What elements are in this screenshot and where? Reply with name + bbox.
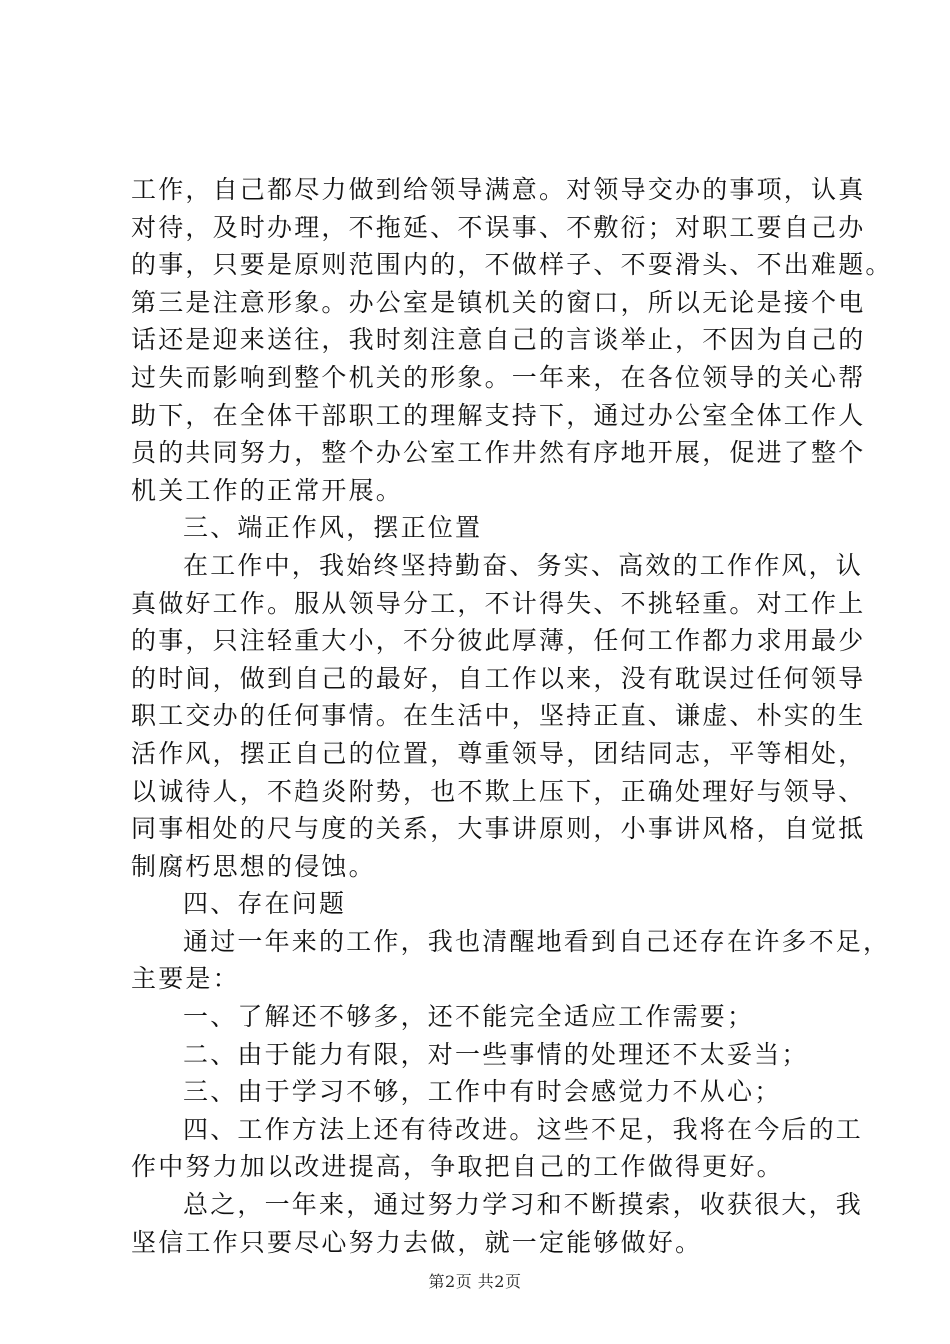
text-line: 职工交办的任何事情。在生活中，坚持正直、谦虚、朴实的生	[131, 701, 866, 731]
text-line: 的事，只注轻重大小，不分彼此厚薄，任何工作都力求用最少	[131, 626, 866, 656]
text-line: 作中努力加以改进提高，争取把自己的工作做得更好。	[131, 1152, 784, 1182]
text-line: 工作，自己都尽力做到给领导满意。对领导交办的事项，认真	[131, 175, 866, 204]
text-line: 四、存在问题	[183, 889, 347, 919]
text-line: 的时间，做到自己的最好，自工作以来，没有耽误过任何领导	[131, 663, 866, 693]
document-body	[131, 171, 893, 1261]
text-line: 真做好工作。服从领导分工，不计得失、不挑轻重。对工作上	[131, 588, 866, 618]
text-line: 三、由于学习不够，工作中有时会感觉力不从心；	[183, 1077, 782, 1107]
text-line: 一、了解还不够多，还不能完全适应工作需要；	[183, 1002, 755, 1032]
text-line: 三、端正作风，摆正位置	[183, 513, 483, 543]
text-line: 机关工作的正常开展。	[131, 475, 404, 505]
text-line: 第三是注意形象。办公室是镇机关的窗口，所以无论是接个电	[131, 287, 866, 317]
text-line: 过失而影响到整个机关的形象。一年来，在各位领导的关心帮	[131, 362, 866, 392]
text-line: 二、由于能力有限，对一些事情的处理还不太妥当；	[183, 1039, 809, 1069]
text-line: 总之，一年来，通过努力学习和不断摸索，收获很大，我	[183, 1190, 864, 1220]
text-line: 主要是：	[131, 964, 240, 994]
text-line: 员的共同努力，整个办公室工作井然有序地开展，促进了整个	[131, 438, 866, 468]
text-line: 的事，只要是原则范围内的，不做样子、不耍滑头、不出难题。	[131, 250, 893, 280]
text-line: 在工作中，我始终坚持勤奋、务实、高效的工作作风，认	[183, 550, 864, 580]
text-line: 同事相处的尺与度的关系，大事讲原则，小事讲风格，自觉抵	[131, 814, 866, 844]
page-footer: 第2页 共2页	[428, 1272, 522, 1291]
text-line: 助下，在全体干部职工的理解支持下，通过办公室全体工作人	[131, 400, 866, 430]
text-line: 通过一年来的工作，我也清醒地看到自己还存在许多不足，	[183, 926, 891, 956]
text-line: 坚信工作只要尽心努力去做，就一定能够做好。	[131, 1227, 703, 1257]
text-line: 话还是迎来送往，我时刻注意自己的言谈举止，不因为自己的	[131, 325, 866, 355]
text-line: 制腐朽思想的侵蚀。	[131, 851, 376, 881]
text-line: 活作风，摆正自己的位置，尊重领导，团结同志，平等相处，	[131, 738, 866, 768]
text-line: 四、工作方法上还有待改进。这些不足，我将在今后的工	[183, 1114, 864, 1144]
text-line: 对待，及时办理，不拖延、不误事、不敷衍；对职工要自己办	[131, 212, 866, 242]
text-line: 以诚待人，不趋炎附势，也不欺上压下，正确处理好与领导、	[131, 776, 866, 806]
